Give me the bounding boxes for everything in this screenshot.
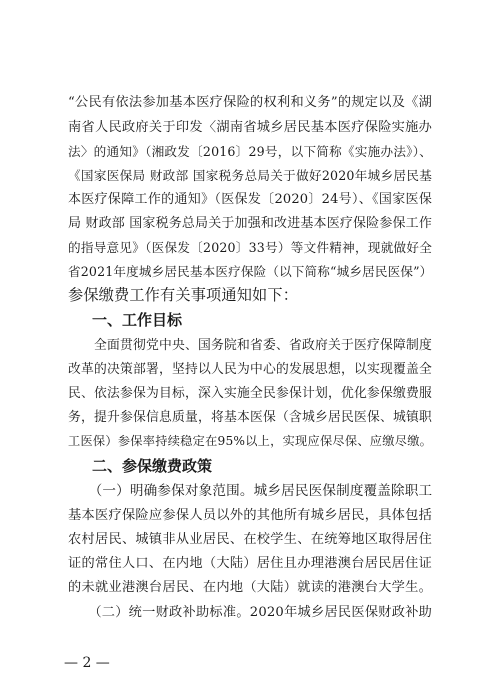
paragraph-line: （二）统一财政补助标准。2020年城乡居民医保财政补助 — [68, 605, 432, 620]
paragraph-line: 局 财政部 国家税务总局关于加强和改进基本医疗保险参保工作 — [68, 216, 432, 231]
section-heading-policy: 二、参保缴费政策 — [92, 457, 213, 475]
paragraph-line: 全面贯彻党中央、国务院和省委、省政府关于医疗保障制度 — [68, 338, 432, 353]
paragraph-line: 《国家医保局 财政部 国家税务总局关于做好2020年城乡居民基 — [68, 168, 432, 183]
paragraph-line: 本医疗保障工作的通知》（医保发〔2020〕24号）、《国家医保 — [68, 192, 432, 207]
paragraph-line: “公民有依法参加基本医疗保险的权利和义务”的规定以及《湖 — [68, 95, 432, 110]
paragraph-line: 农村居民、城镇非从业居民、在校学生、在统筹地区取得居住 — [68, 532, 432, 547]
paragraph-line: 改革的决策部署，坚持以人民为中心的发展思想，以实现覆盖全 — [68, 362, 432, 377]
paragraph-line: 证的常住人口、在内地（大陆）居住且办理港澳台居民居住证 — [68, 556, 432, 571]
paragraph-line: 省2021年度城乡居民基本医疗保险（以下简称“城乡居民医保”） — [68, 264, 433, 279]
paragraph-line: 法〉的通知》（湘政发〔2016〕29号，以下简称《实施办法》）、 — [68, 144, 432, 159]
section-heading-goals: 一、工作目标 — [92, 311, 183, 329]
paragraph-line: 基本医疗保险应参保人员以外的其他所有城乡居民，具体包括 — [68, 508, 432, 523]
paragraph-line: 民、依法参保为目标，深入实施全民参保计划，优化参保缴费服 — [68, 386, 432, 401]
paragraph-line: 的未就业港澳台居民、在内地（大陆）就读的港澳台大学生。 — [68, 580, 432, 595]
paragraph-line: 南省人民政府关于印发〈湖南省城乡居民基本医疗保险实施办 — [68, 120, 432, 135]
paragraph-line: （一）明确参保对象范围。城乡居民医保制度覆盖除职工 — [68, 483, 433, 499]
paragraph-line: 务，提升参保信息质量，将基本医保（含城乡居民医保、城镇职 — [68, 410, 432, 425]
page-number: — 2 — — [64, 655, 110, 671]
paragraph-line: 的指导意见》（医保发〔2020〕33号）等文件精神，现就做好全 — [68, 240, 432, 255]
paragraph-line: 参保缴费工作有关事项通知如下： — [68, 286, 299, 304]
paragraph-line: 工医保）参保率持续稳定在95%以上，实现应保尽保、应缴尽缴。 — [68, 434, 432, 448]
